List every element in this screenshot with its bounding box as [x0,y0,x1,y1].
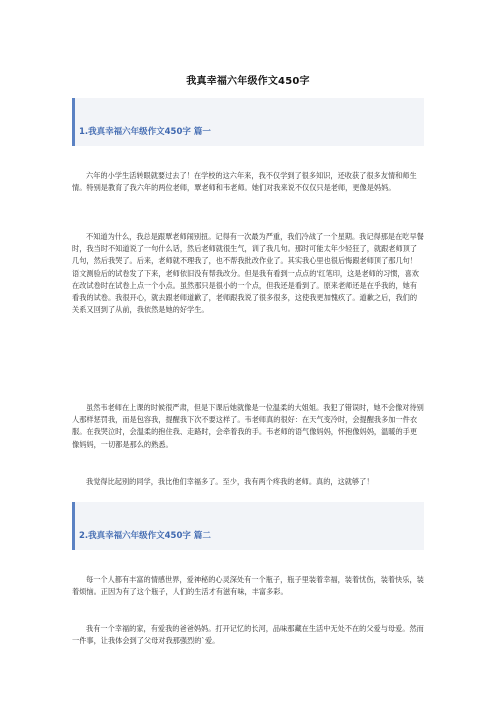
paragraph: 我有一个幸福的家，有爱我的爸爸妈妈。打开记忆的长河，品味那藏在生活中无处不在的父爱与母爱。然而一件事，让我体会到了父母对我那强烈的`爱。 [72,624,424,646]
paragraph: 六年的小学生活转眼就要过去了！在学校的这六年来，我不仅学到了很多知识，还收获了很多友情和师生情。特别是教育了我六年的两位老师，覃老师和韦老师。她们对我来说不仅仅只是老师，更像是妈妈。 [72,171,417,193]
paragraph: 不知道为什么，我总是跟覃老师闹别扭。记得有一次最为严重，我们冷战了一个星期。我记得那是在吃早餐时，我当时不知道说了一句什么话，然后老师就很生气，训了我几句。那时可能太年少轻狂了，就跟老师顶了几句，然后我哭了。后来，老师就不理我了，也不帮我批改作业了。其实我心里也很后悔跟老师顶了那几句！语文测验后的试卷发了下来，老师依旧没有帮我改分。但是我有看到一点点的'红笔印，这是老师的习惯，喜欢在改试卷时在试卷上点一个小点。虽然那只是很小的一个点，但我还是看到了。原来老师还是在乎我的，她有看我的试卷。我很开心，就去跟老师道歉了，老师跟我说了很多很多，这使我更加愧疚了。道歉之后，我们的关系又回到了从前，我依然是她的好学生。 [72,232,424,315]
paragraph: 我觉得比起别的同学，我比他们幸福多了。至少，我有两个疼我的老师。真的，这就够了！ [86,477,374,486]
section-heading-2 [72,502,424,550]
section-heading-1 [72,98,424,146]
paragraph: 虽然韦老师在上课的时候很严肃，但是下课后她就像是一位温柔的大姐姐。我犯了错误时，她不会像对待别人那样惩罚我，而是包容我，提醒我下次不要这样了。韦老师真的很好：在天气变冷时，会提醒我多加一件衣服。在我哭泣时，会温柔的抱住我、走路时，会牵着我的手。韦老师的语气像妈妈，怀抱像妈妈，温暖的手更像妈妈，一切都是那么的熟悉。 [72,403,424,449]
document-title: 我真幸福六年级作文450字 [186,76,310,87]
section-heading-label: 1.我真幸福六年级作文450字 篇一 [79,127,211,137]
paragraph: 每一个人都有丰富的情感世界，爱神秘的心灵深处有一个瓶子，瓶子里装着幸福，装着忧伤，装着快乐，装着烦恼。正因为有了这个瓶子，人们的生活才有滋有味，丰富多彩。 [72,575,424,597]
section-heading-label: 2.我真幸福六年级作文450字 篇二 [79,531,211,541]
